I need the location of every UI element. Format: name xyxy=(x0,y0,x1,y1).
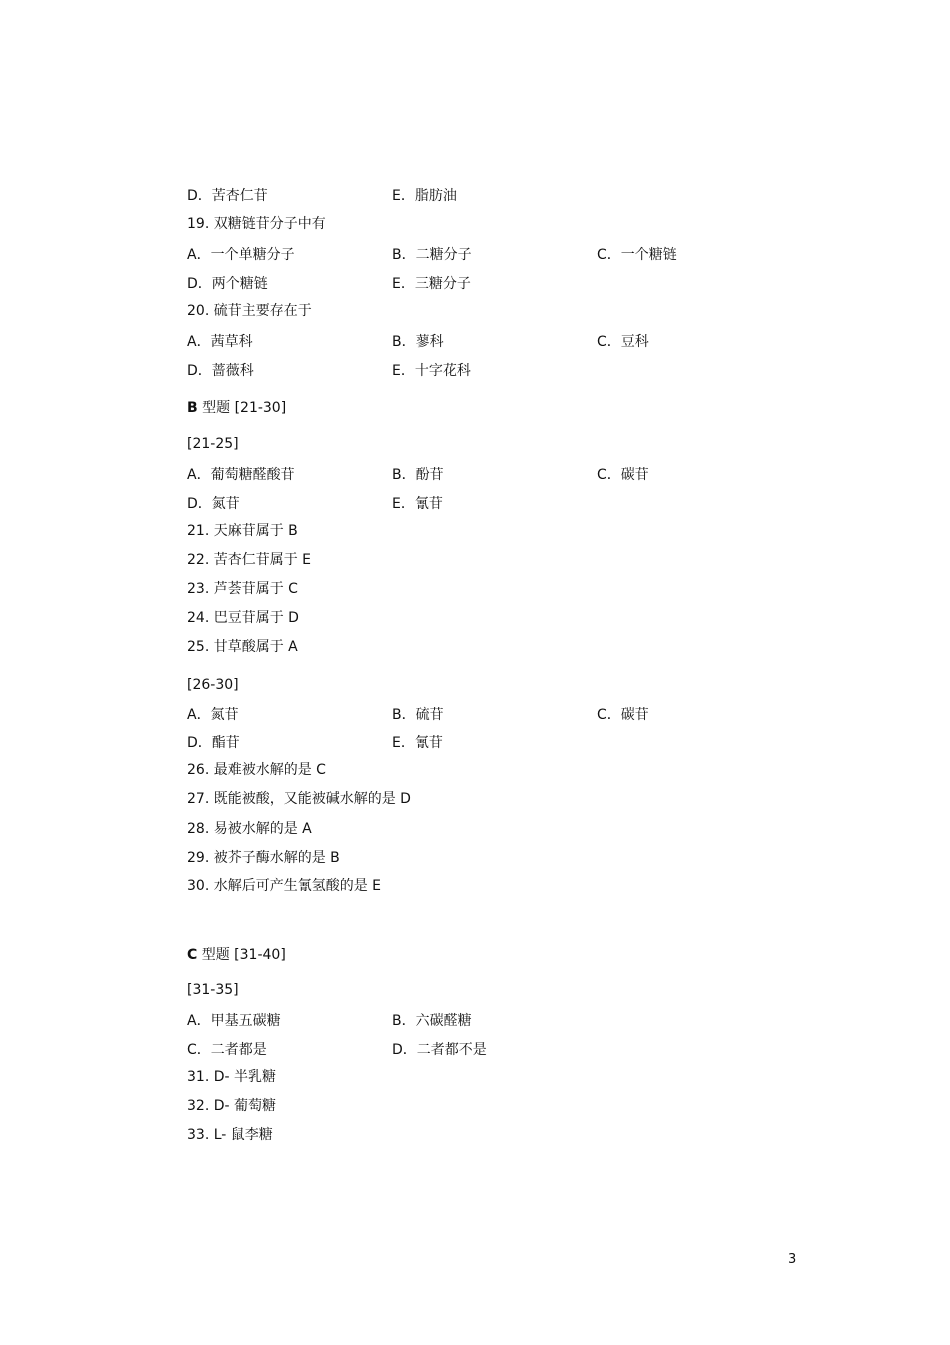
option-a: A．葡萄糖醛酸苷 xyxy=(187,467,295,483)
option-b: B．蓼科 xyxy=(392,334,444,350)
question-29: 29. 被芥子酶水解的是 B xyxy=(187,850,340,866)
question-33: 33. L- 鼠李糖 xyxy=(187,1127,273,1143)
option-e: E．氰苷 xyxy=(392,496,443,512)
section-c-title: 型题 [31-40] xyxy=(197,947,286,963)
section-b-letter: B xyxy=(187,400,198,416)
question-26: 26. 最难被水解的是 C xyxy=(187,762,326,778)
option-a: A．一个单糖分子 xyxy=(187,247,295,263)
question-22: 22. 苦杏仁苷属于 E xyxy=(187,552,312,568)
option-d: D．苦杏仁苷 xyxy=(187,188,268,204)
option-b: B．酚苷 xyxy=(392,467,444,483)
question-27: 27. 既能被酸，又能被碱水解的是 D xyxy=(187,791,411,807)
question-19: 19. 双糖链苷分子中有 xyxy=(187,216,326,232)
option-b: B．二糖分子 xyxy=(392,247,472,263)
question-28: 28. 易被水解的是 A xyxy=(187,821,312,837)
section-b-heading xyxy=(187,399,286,417)
option-a: A．甲基五碳糖 xyxy=(187,1013,281,1029)
option-c: C．二者都是 xyxy=(187,1042,267,1058)
option-d: D．氮苷 xyxy=(187,496,240,512)
option-c: C．豆科 xyxy=(597,334,649,350)
section-c-heading xyxy=(187,946,286,964)
option-b: B．硫苷 xyxy=(392,707,444,723)
option-c: C．碳苷 xyxy=(597,707,649,723)
question-24: 24. 巴豆苷属于 D xyxy=(187,610,299,626)
question-25: 25. 甘草酸属于 A xyxy=(187,639,298,655)
section-b-title: 型题 [21-30] xyxy=(197,400,287,416)
option-e: E．三糖分子 xyxy=(392,276,471,292)
page-number: 3 xyxy=(788,1252,797,1267)
question-31: 31. D- 半乳糖 xyxy=(187,1069,276,1085)
section-c-letter: C xyxy=(187,947,198,963)
option-d: D．二者都不是 xyxy=(392,1042,487,1058)
question-23: 23. 芦荟苷属于 C xyxy=(187,581,298,597)
question-32: 32. D- 葡萄糖 xyxy=(187,1098,276,1114)
option-c: C．一个糖链 xyxy=(597,247,677,263)
question-21: 21. 天麻苷属于 B xyxy=(187,523,298,539)
question-30: 30. 水解后可产生氰氢酸的是 E xyxy=(187,878,382,894)
option-e: E．十字花科 xyxy=(392,363,471,379)
option-a: A．氮苷 xyxy=(187,707,239,723)
option-c: C．碳苷 xyxy=(597,467,649,483)
option-d: D．两个糖链 xyxy=(187,276,268,292)
group-21-25-label: [21-25] xyxy=(187,436,239,452)
option-e: E．脂肪油 xyxy=(392,188,457,204)
option-b: B．六碳醛糖 xyxy=(392,1013,472,1029)
option-e: E．氰苷 xyxy=(392,735,443,751)
group-31-35-label: [31-35] xyxy=(187,982,239,998)
option-d: D．酯苷 xyxy=(187,735,240,751)
question-20: 20. 硫苷主要存在于 xyxy=(187,303,312,319)
group-26-30-label: [26-30] xyxy=(187,677,239,693)
option-a: A．茜草科 xyxy=(187,334,253,350)
option-d: D．蔷薇科 xyxy=(187,363,254,379)
